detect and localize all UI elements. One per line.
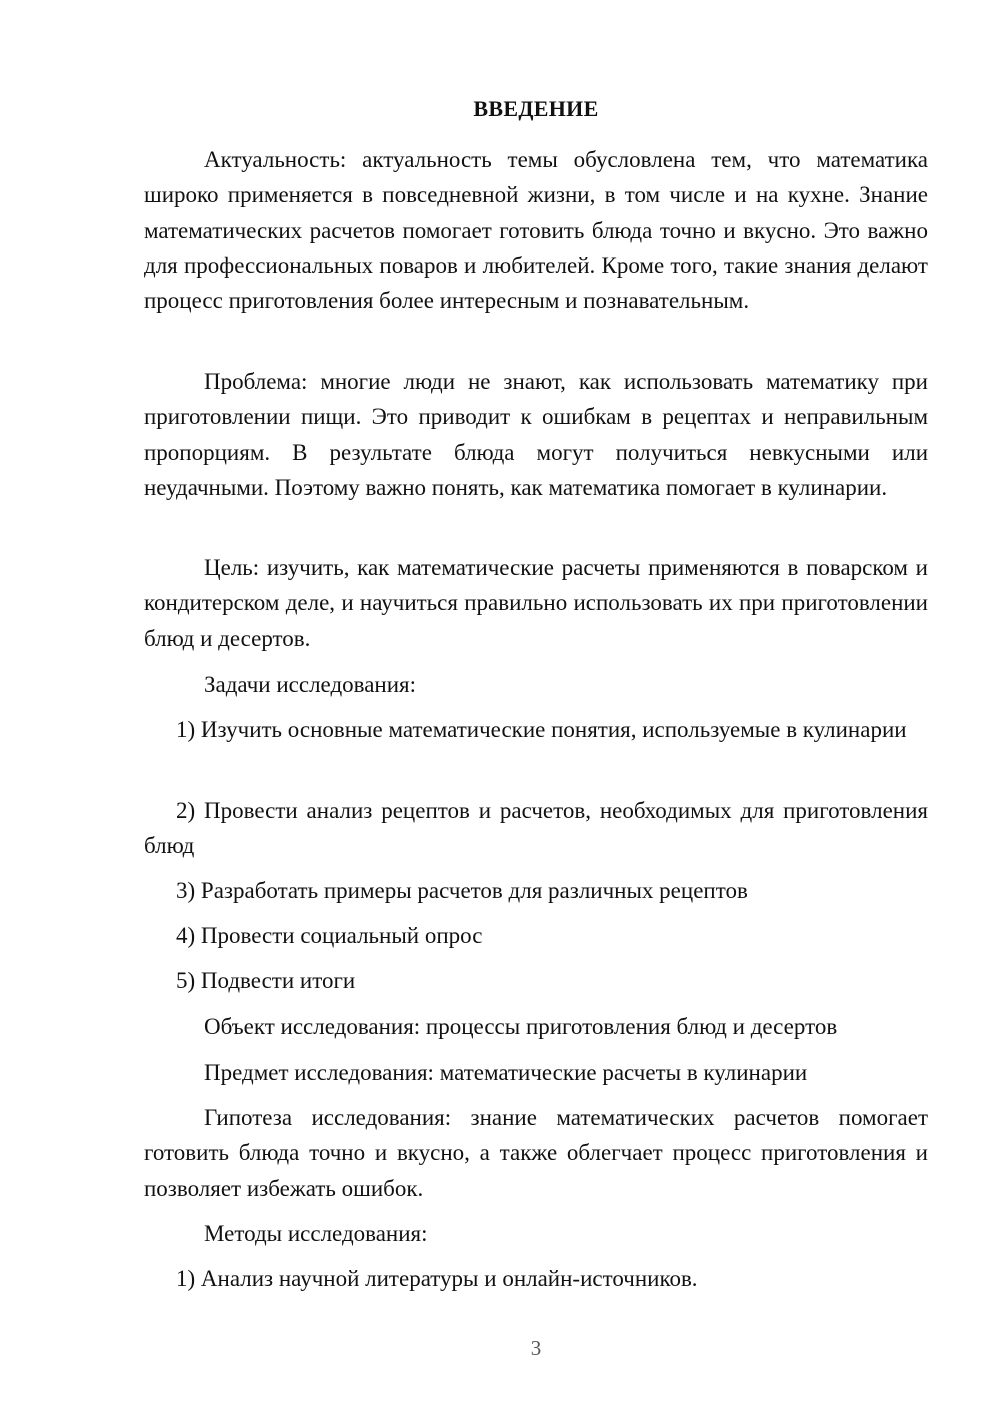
goal-paragraph: Цель: изучить, как математические расчеты применяются в поварском и кондитерском деле, и научиться правильно использовать их при приготовлении блюд и десертов.: [144, 555, 928, 651]
problem-paragraph: Проблема: многие люди не знают, как использовать математику при приготовлении пищи. Это приводит к ошибкам в рецептах и неправильным пропорциям. В результате блюда могут получиться невкусными или неудачными. Поэтому важно понять, как математика помогает в кулинарии.: [144, 369, 928, 500]
task-item-3: 3) Разработать примеры расчетов для различных рецептов: [176, 878, 748, 903]
method-item-1: 1) Анализ научной литературы и онлайн-источников.: [176, 1266, 698, 1291]
subject-paragraph: Предмет исследования: математические расчеты в кулинарии: [204, 1060, 808, 1085]
task-item-2: 2) Провести анализ рецептов и расчетов, необходимых для приготовления блюд: [144, 798, 928, 859]
task-item-4: 4) Провести социальный опрос: [176, 923, 483, 948]
hypothesis-paragraph: Гипотеза исследования: знание математических расчетов помогает готовить блюда точно и вкусно, а также облегчает процесс приготовления и позволяет избежать ошибок.: [144, 1105, 928, 1201]
page-title: ВВЕДЕНИЕ: [473, 96, 599, 121]
relevance-paragraph: Актуальность: актуальность темы обусловлена тем, что математика широко применяется в повседневной жизни, в том числе и на кухне. Знание математических расчетов помогает готовить блюда точно и вкусно. Это важно для профессиональных поваров и любителей. Кроме того, такие знания делают процесс приготовления более интересным и познавательным.: [144, 147, 928, 314]
page-number: 3: [530, 1336, 542, 1360]
tasks-heading: Задачи исследования:: [204, 672, 417, 697]
task-item-1: 1) Изучить основные математические понятия, используемые в кулинарии: [176, 717, 907, 742]
task-item-5: 5) Подвести итоги: [176, 968, 356, 993]
object-paragraph: Объект исследования: процессы приготовления блюд и десертов: [204, 1014, 838, 1039]
methods-heading: Методы исследования:: [204, 1221, 428, 1246]
